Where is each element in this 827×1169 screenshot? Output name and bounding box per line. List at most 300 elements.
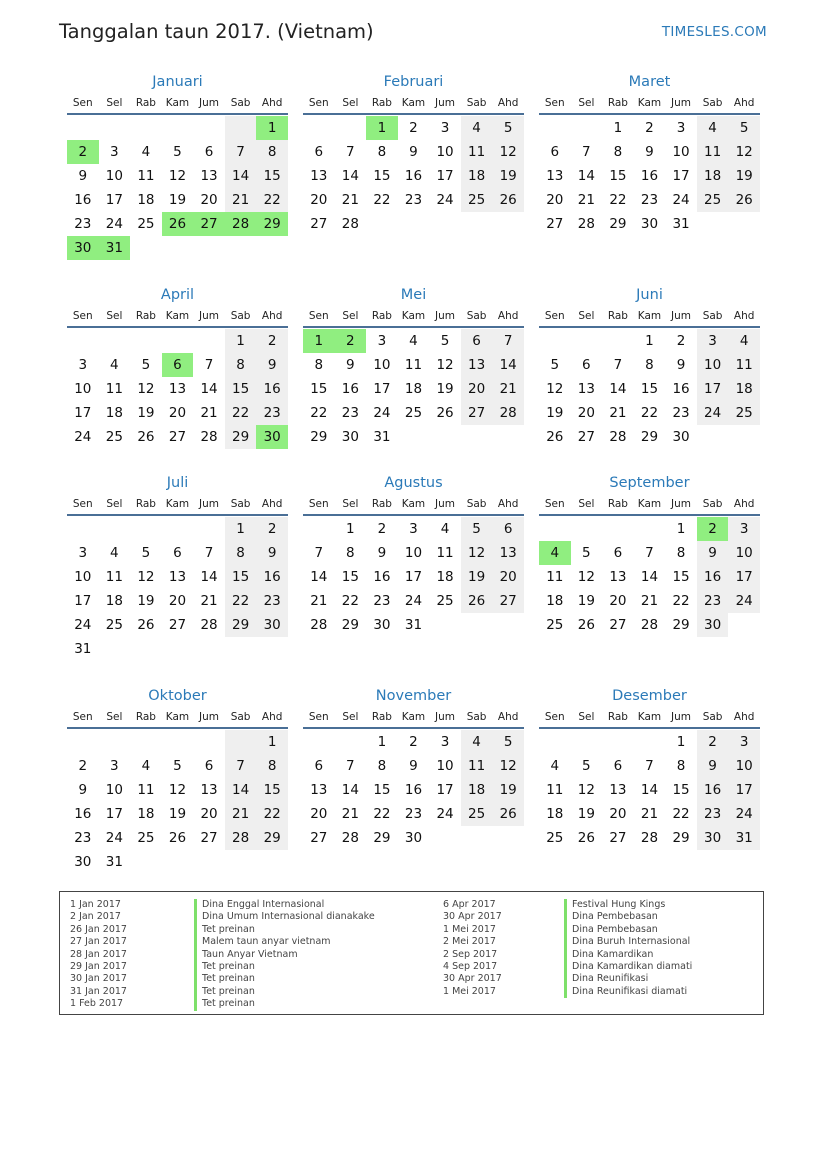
day-cell[interactable]: 8: [377, 144, 387, 160]
day-cell[interactable]: 18: [436, 569, 454, 585]
day-cell[interactable]: 5: [173, 758, 182, 774]
day-cell[interactable]: 7: [204, 545, 214, 561]
day-cell[interactable]: 24: [373, 405, 391, 421]
day-cell[interactable]: 22: [609, 192, 627, 208]
day-cell[interactable]: 22: [225, 401, 257, 425]
day-cell[interactable]: 24: [728, 589, 760, 613]
day-cell[interactable]: 23: [373, 593, 391, 609]
day-cell[interactable]: 22: [256, 188, 288, 212]
day-cell[interactable]: 9: [78, 168, 88, 184]
day-cell[interactable]: 1: [256, 116, 288, 140]
day-cell[interactable]: 22: [672, 806, 690, 822]
day-cell[interactable]: 9: [409, 144, 418, 160]
day-cell[interactable]: 2: [697, 517, 729, 541]
day-cell[interactable]: 16: [74, 806, 92, 822]
day-cell[interactable]: 22: [373, 806, 391, 822]
day-cell[interactable]: 26: [546, 429, 564, 445]
day-cell[interactable]: 3: [409, 521, 418, 537]
day-cell[interactable]: 4: [110, 545, 119, 561]
day-cell[interactable]: 9: [697, 754, 729, 778]
day-cell[interactable]: 3: [78, 545, 88, 561]
day-cell[interactable]: 11: [105, 569, 123, 585]
day-cell[interactable]: 2: [67, 140, 99, 164]
day-cell[interactable]: 23: [74, 216, 92, 232]
day-cell[interactable]: 29: [672, 830, 690, 846]
day-cell[interactable]: 4: [440, 521, 450, 537]
day-cell[interactable]: 9: [78, 782, 88, 798]
day-cell[interactable]: 18: [404, 381, 423, 397]
day-cell[interactable]: 23: [74, 830, 92, 846]
day-cell[interactable]: 25: [461, 802, 493, 826]
day-cell[interactable]: 31: [74, 641, 92, 657]
day-cell[interactable]: 24: [672, 192, 690, 208]
day-cell[interactable]: 2: [256, 329, 288, 353]
day-cell[interactable]: 5: [440, 333, 450, 349]
day-cell[interactable]: 21: [640, 593, 659, 609]
day-cell[interactable]: 28: [640, 617, 659, 633]
day-cell[interactable]: 2: [697, 730, 729, 754]
day-cell[interactable]: 19: [436, 381, 454, 397]
day-cell[interactable]: 26: [137, 429, 155, 445]
day-cell[interactable]: 31: [672, 216, 690, 232]
day-cell[interactable]: 12: [577, 569, 595, 585]
day-cell[interactable]: 25: [105, 617, 123, 633]
day-cell[interactable]: 17: [728, 778, 760, 802]
day-cell[interactable]: 25: [137, 216, 155, 232]
day-cell[interactable]: 17: [672, 168, 690, 184]
day-cell[interactable]: 30: [341, 429, 359, 445]
day-cell[interactable]: 18: [105, 405, 123, 421]
day-cell[interactable]: 22: [373, 192, 391, 208]
day-cell[interactable]: 26: [577, 617, 595, 633]
day-cell[interactable]: 16: [404, 168, 423, 184]
day-cell[interactable]: 7: [225, 754, 257, 778]
day-cell[interactable]: 16: [341, 381, 359, 397]
day-cell[interactable]: 24: [105, 216, 123, 232]
day-cell[interactable]: 5: [461, 517, 493, 541]
day-cell[interactable]: 29: [373, 830, 391, 846]
day-cell[interactable]: 3: [110, 144, 119, 160]
day-cell[interactable]: 15: [310, 381, 328, 397]
day-cell[interactable]: 18: [137, 806, 155, 822]
day-cell[interactable]: 17: [74, 405, 92, 421]
day-cell[interactable]: 15: [373, 782, 391, 798]
day-cell[interactable]: 6: [204, 144, 214, 160]
day-cell[interactable]: 15: [341, 569, 359, 585]
day-cell[interactable]: 23: [341, 405, 359, 421]
day-cell[interactable]: 4: [461, 730, 493, 754]
day-cell[interactable]: 18: [728, 377, 760, 401]
day-cell[interactable]: 28: [577, 216, 595, 232]
day-cell[interactable]: 8: [256, 754, 288, 778]
day-cell[interactable]: 23: [404, 192, 423, 208]
day-cell[interactable]: 11: [546, 569, 564, 585]
day-cell[interactable]: 7: [314, 545, 324, 561]
day-cell[interactable]: 12: [546, 381, 564, 397]
day-cell[interactable]: 22: [672, 593, 690, 609]
day-cell[interactable]: 13: [577, 381, 595, 397]
day-cell[interactable]: 6: [613, 758, 623, 774]
day-cell[interactable]: 3: [676, 120, 686, 136]
day-cell[interactable]: 13: [546, 168, 564, 184]
day-cell[interactable]: 28: [200, 429, 218, 445]
day-cell[interactable]: 10: [404, 545, 423, 561]
day-cell[interactable]: 14: [225, 164, 257, 188]
day-cell[interactable]: 3: [697, 329, 729, 353]
day-cell[interactable]: 18: [137, 192, 155, 208]
day-cell[interactable]: 13: [492, 541, 524, 565]
day-cell[interactable]: 9: [256, 353, 288, 377]
day-cell[interactable]: 21: [341, 192, 359, 208]
day-cell[interactable]: 4: [697, 116, 729, 140]
day-cell[interactable]: 20: [492, 565, 524, 589]
day-cell[interactable]: 29: [609, 216, 627, 232]
day-cell[interactable]: 29: [256, 826, 288, 850]
day-cell[interactable]: 12: [492, 754, 524, 778]
day-cell[interactable]: 16: [256, 565, 288, 589]
day-cell[interactable]: 24: [74, 617, 92, 633]
day-cell[interactable]: 11: [728, 353, 760, 377]
day-cell[interactable]: 30: [256, 613, 288, 637]
day-cell[interactable]: 13: [609, 782, 627, 798]
day-cell[interactable]: 6: [461, 329, 493, 353]
day-cell[interactable]: 14: [341, 168, 359, 184]
day-cell[interactable]: 3: [110, 758, 119, 774]
day-cell[interactable]: 25: [728, 401, 760, 425]
day-cell[interactable]: 11: [461, 754, 493, 778]
day-cell[interactable]: 26: [577, 830, 595, 846]
day-cell[interactable]: 13: [200, 168, 218, 184]
day-cell[interactable]: 17: [105, 806, 123, 822]
day-cell[interactable]: 21: [310, 593, 328, 609]
day-cell[interactable]: 28: [225, 212, 257, 236]
day-cell[interactable]: 3: [440, 734, 450, 750]
day-cell[interactable]: 10: [105, 168, 123, 184]
day-cell[interactable]: 24: [74, 429, 92, 445]
day-cell[interactable]: 1: [225, 517, 257, 541]
day-cell[interactable]: 29: [672, 617, 690, 633]
day-cell[interactable]: 24: [436, 192, 454, 208]
day-cell[interactable]: 6: [550, 144, 560, 160]
day-cell[interactable]: 10: [728, 754, 760, 778]
day-cell[interactable]: 5: [492, 116, 524, 140]
day-cell[interactable]: 15: [256, 164, 288, 188]
day-cell[interactable]: 31: [99, 236, 131, 260]
day-cell[interactable]: 31: [105, 854, 123, 870]
day-cell[interactable]: 5: [492, 730, 524, 754]
day-cell[interactable]: 29: [256, 212, 288, 236]
day-cell[interactable]: 1: [346, 521, 355, 537]
day-cell[interactable]: 19: [577, 806, 595, 822]
day-cell[interactable]: 11: [546, 782, 564, 798]
day-cell[interactable]: 23: [697, 802, 729, 826]
day-cell[interactable]: 9: [346, 357, 355, 373]
day-cell[interactable]: 13: [609, 569, 627, 585]
day-cell[interactable]: 11: [137, 168, 155, 184]
day-cell[interactable]: 29: [341, 617, 359, 633]
day-cell[interactable]: 7: [204, 357, 214, 373]
day-cell[interactable]: 25: [546, 830, 564, 846]
day-cell[interactable]: 9: [409, 758, 418, 774]
day-cell[interactable]: 15: [672, 569, 690, 585]
day-cell[interactable]: 1: [676, 734, 686, 750]
day-cell[interactable]: 16: [697, 778, 729, 802]
day-cell[interactable]: 27: [609, 617, 627, 633]
day-cell[interactable]: 11: [461, 140, 493, 164]
day-cell[interactable]: 27: [168, 617, 187, 633]
day-cell[interactable]: 2: [377, 521, 387, 537]
day-cell[interactable]: 14: [310, 569, 328, 585]
day-cell[interactable]: 16: [373, 569, 391, 585]
day-cell[interactable]: 20: [200, 806, 218, 822]
day-cell[interactable]: 7: [582, 144, 591, 160]
day-cell[interactable]: 19: [492, 164, 524, 188]
day-cell[interactable]: 26: [162, 212, 194, 236]
day-cell[interactable]: 5: [141, 545, 151, 561]
day-cell[interactable]: 14: [577, 168, 595, 184]
day-cell[interactable]: 25: [404, 405, 423, 421]
day-cell[interactable]: 16: [256, 377, 288, 401]
day-cell[interactable]: 27: [461, 401, 493, 425]
day-cell[interactable]: 29: [310, 429, 328, 445]
day-cell[interactable]: 9: [377, 545, 387, 561]
day-cell[interactable]: 17: [373, 381, 391, 397]
day-cell[interactable]: 1: [366, 116, 398, 140]
day-cell[interactable]: 27: [546, 216, 564, 232]
day-cell[interactable]: 20: [577, 405, 595, 421]
day-cell[interactable]: 22: [341, 593, 359, 609]
day-cell[interactable]: 16: [404, 782, 423, 798]
day-cell[interactable]: 11: [697, 140, 729, 164]
day-cell[interactable]: 4: [550, 758, 560, 774]
day-cell[interactable]: 2: [676, 333, 686, 349]
day-cell[interactable]: 15: [225, 565, 257, 589]
day-cell[interactable]: 31: [728, 826, 760, 850]
day-cell[interactable]: 7: [492, 329, 524, 353]
day-cell[interactable]: 20: [310, 192, 328, 208]
day-cell[interactable]: 3: [377, 333, 387, 349]
day-cell[interactable]: 15: [225, 377, 257, 401]
day-cell[interactable]: 17: [436, 168, 454, 184]
day-cell[interactable]: 9: [697, 541, 729, 565]
day-cell[interactable]: 11: [105, 381, 123, 397]
day-cell[interactable]: 23: [256, 401, 288, 425]
day-cell[interactable]: 21: [577, 192, 595, 208]
day-cell[interactable]: 2: [256, 517, 288, 541]
day-cell[interactable]: 8: [225, 541, 257, 565]
day-cell[interactable]: 30: [256, 425, 288, 449]
day-cell[interactable]: 23: [697, 589, 729, 613]
day-cell[interactable]: 1: [303, 329, 335, 353]
day-cell[interactable]: 10: [105, 782, 123, 798]
day-cell[interactable]: 12: [436, 357, 454, 373]
day-cell[interactable]: 26: [461, 589, 493, 613]
day-cell[interactable]: 21: [225, 188, 257, 212]
day-cell[interactable]: 12: [461, 541, 493, 565]
day-cell[interactable]: 26: [492, 188, 524, 212]
day-cell[interactable]: 11: [137, 782, 155, 798]
day-cell[interactable]: 14: [200, 569, 218, 585]
day-cell[interactable]: 29: [225, 613, 257, 637]
day-cell[interactable]: 28: [341, 830, 359, 846]
day-cell[interactable]: 29: [640, 429, 659, 445]
day-cell[interactable]: 1: [225, 329, 257, 353]
day-cell[interactable]: 10: [373, 357, 391, 373]
day-cell[interactable]: 26: [728, 188, 760, 212]
day-cell[interactable]: 10: [436, 758, 454, 774]
day-cell[interactable]: 20: [168, 593, 187, 609]
day-cell[interactable]: 9: [645, 144, 654, 160]
day-cell[interactable]: 25: [105, 429, 123, 445]
day-cell[interactable]: 21: [492, 377, 524, 401]
day-cell[interactable]: 12: [137, 381, 155, 397]
day-cell[interactable]: 5: [141, 357, 151, 373]
day-cell[interactable]: 7: [645, 545, 654, 561]
day-cell[interactable]: 1: [645, 333, 654, 349]
day-cell[interactable]: 28: [341, 216, 359, 232]
day-cell[interactable]: 30: [373, 617, 391, 633]
day-cell[interactable]: 6: [613, 545, 623, 561]
day-cell[interactable]: 30: [672, 429, 690, 445]
day-cell[interactable]: 19: [168, 192, 187, 208]
day-cell[interactable]: 10: [436, 144, 454, 160]
day-cell[interactable]: 13: [200, 782, 218, 798]
day-cell[interactable]: 25: [461, 188, 493, 212]
day-cell[interactable]: 20: [546, 192, 564, 208]
day-cell[interactable]: 30: [74, 854, 92, 870]
day-cell[interactable]: 12: [137, 569, 155, 585]
day-cell[interactable]: 1: [613, 120, 623, 136]
day-cell[interactable]: 6: [492, 517, 524, 541]
day-cell[interactable]: 9: [256, 541, 288, 565]
day-cell[interactable]: 15: [672, 782, 690, 798]
day-cell[interactable]: 7: [613, 357, 623, 373]
day-cell[interactable]: 5: [728, 116, 760, 140]
day-cell[interactable]: 13: [168, 569, 187, 585]
day-cell[interactable]: 15: [373, 168, 391, 184]
day-cell[interactable]: 6: [204, 758, 214, 774]
day-cell[interactable]: 19: [168, 806, 187, 822]
day-cell[interactable]: 12: [168, 782, 187, 798]
day-cell[interactable]: 5: [173, 144, 182, 160]
day-cell[interactable]: 18: [546, 806, 564, 822]
day-cell[interactable]: 22: [640, 405, 659, 421]
day-cell[interactable]: 2: [645, 120, 654, 136]
day-cell[interactable]: 29: [225, 425, 257, 449]
day-cell[interactable]: 26: [436, 405, 454, 421]
day-cell[interactable]: 3: [78, 357, 88, 373]
day-cell[interactable]: 23: [404, 806, 423, 822]
day-cell[interactable]: 22: [310, 405, 328, 421]
day-cell[interactable]: 17: [728, 565, 760, 589]
day-cell[interactable]: 5: [550, 357, 560, 373]
day-cell[interactable]: 27: [200, 830, 218, 846]
day-cell[interactable]: 12: [492, 140, 524, 164]
day-cell[interactable]: 7: [346, 144, 355, 160]
day-cell[interactable]: 15: [256, 778, 288, 802]
day-cell[interactable]: 19: [546, 405, 564, 421]
day-cell[interactable]: 20: [200, 192, 218, 208]
day-cell[interactable]: 4: [539, 541, 571, 565]
day-cell[interactable]: 21: [341, 806, 359, 822]
day-cell[interactable]: 21: [640, 806, 659, 822]
day-cell[interactable]: 13: [310, 168, 328, 184]
day-cell[interactable]: 18: [105, 593, 123, 609]
day-cell[interactable]: 17: [436, 782, 454, 798]
day-cell[interactable]: 2: [335, 329, 367, 353]
day-cell[interactable]: 4: [728, 329, 760, 353]
day-cell[interactable]: 30: [67, 236, 99, 260]
day-cell[interactable]: 6: [582, 357, 591, 373]
day-cell[interactable]: 16: [672, 381, 690, 397]
day-cell[interactable]: 28: [640, 830, 659, 846]
day-cell[interactable]: 10: [74, 381, 92, 397]
day-cell[interactable]: 25: [697, 188, 729, 212]
day-cell[interactable]: 24: [404, 593, 423, 609]
day-cell[interactable]: 26: [168, 830, 187, 846]
day-cell[interactable]: 22: [256, 802, 288, 826]
day-cell[interactable]: 14: [341, 782, 359, 798]
day-cell[interactable]: 16: [697, 565, 729, 589]
day-cell[interactable]: 17: [404, 569, 423, 585]
day-cell[interactable]: 18: [697, 164, 729, 188]
day-cell[interactable]: 26: [492, 802, 524, 826]
day-cell[interactable]: 25: [137, 830, 155, 846]
day-cell[interactable]: 8: [314, 357, 324, 373]
day-cell[interactable]: 28: [310, 617, 328, 633]
day-cell[interactable]: 8: [256, 140, 288, 164]
day-cell[interactable]: 19: [137, 405, 155, 421]
day-cell[interactable]: 18: [461, 778, 493, 802]
day-cell[interactable]: 19: [728, 164, 760, 188]
day-cell[interactable]: 4: [110, 357, 119, 373]
day-cell[interactable]: 30: [697, 613, 729, 637]
day-cell[interactable]: 3: [728, 517, 760, 541]
day-cell[interactable]: 1: [676, 521, 686, 537]
day-cell[interactable]: 12: [168, 168, 187, 184]
day-cell[interactable]: 16: [640, 168, 659, 184]
day-cell[interactable]: 11: [436, 545, 454, 561]
day-cell[interactable]: 17: [105, 192, 123, 208]
day-cell[interactable]: 10: [74, 569, 92, 585]
day-cell[interactable]: 10: [728, 541, 760, 565]
day-cell[interactable]: 18: [546, 593, 564, 609]
day-cell[interactable]: 8: [613, 144, 623, 160]
day-cell[interactable]: 26: [137, 617, 155, 633]
day-cell[interactable]: 19: [461, 565, 493, 589]
day-cell[interactable]: 27: [492, 589, 524, 613]
day-cell[interactable]: 19: [577, 593, 595, 609]
day-cell[interactable]: 27: [609, 830, 627, 846]
day-cell[interactable]: 11: [404, 357, 423, 373]
day-cell[interactable]: 31: [404, 617, 423, 633]
day-cell[interactable]: 7: [225, 140, 257, 164]
day-cell[interactable]: 24: [105, 830, 123, 846]
day-cell[interactable]: 30: [640, 216, 659, 232]
day-cell[interactable]: 28: [609, 429, 627, 445]
day-cell[interactable]: 27: [193, 212, 225, 236]
day-cell[interactable]: 13: [168, 381, 187, 397]
day-cell[interactable]: 13: [310, 782, 328, 798]
day-cell[interactable]: 23: [672, 405, 690, 421]
day-cell[interactable]: 4: [409, 333, 418, 349]
day-cell[interactable]: 2: [409, 120, 418, 136]
day-cell[interactable]: 8: [346, 545, 355, 561]
day-cell[interactable]: 17: [697, 377, 729, 401]
day-cell[interactable]: 27: [310, 830, 328, 846]
day-cell[interactable]: 9: [676, 357, 686, 373]
day-cell[interactable]: 8: [225, 353, 257, 377]
